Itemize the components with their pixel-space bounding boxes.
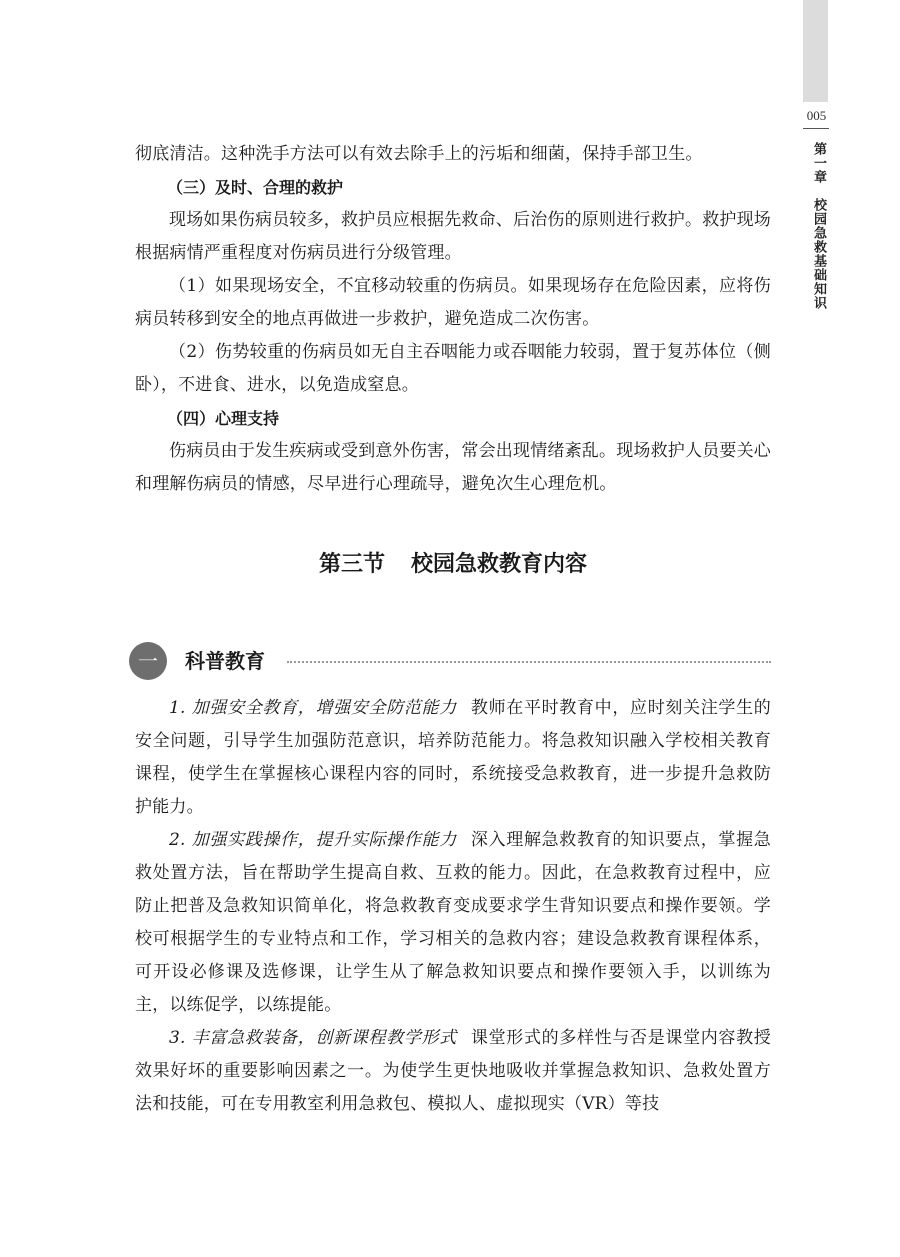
side-tab [803,0,828,102]
side-divider [803,128,829,129]
subsection-title: 科普教育 [185,649,265,673]
list-item [135,824,771,1022]
item-text: 课堂形式的多样性与否是课堂内容教授效果好坏的重要影响因素之一。为使学生更快地吸收并掌握急救知识、急救处置方法和技能，可在专用教室利用急救包、模拟人、虚拟现实（VR）等技 [135,1028,771,1114]
list-item [135,692,771,824]
dotted-rule [287,661,771,663]
paragraph: 彻底清洁。这种洗手方法可以有效去除手上的污垢和细菌，保持手部卫生。 [135,144,703,164]
section-name: 校园急救教育内容 [411,552,588,577]
paragraph: 现场如果伤病员较多，救护员应根据先救命、后治伤的原则进行救护。救护现场根据病情严重程度对伤病员进行分级管理。 [135,210,771,263]
subheading: （四）心理支持 [167,409,280,428]
chapter-label: 第一章 校园急救基础知识 [811,142,826,310]
subsection-number-badge: 一 [129,642,167,680]
page-body [135,138,771,1121]
item-text: 深入理解急救教育的知识要点，掌握急救处置方法，旨在帮助学生提高自救、互救的能力。因此，在急救教育过程中，应防止把普及急救知识简单化，将急救教育变成要求学生背知识要点和操作要领。学校可根据学生的专业特点和工作，学习相关的急救内容；建设急救教育课程体系，可开设必修课及选修课，让学生从了解急救知识要点和操作要领入手，以训练为主，以练促学，以练提能。 [135,830,771,1015]
page-number: 005 [806,108,827,123]
section-title [135,545,771,585]
section-number: 第三节 [318,552,385,577]
item-lead: 1. 加强安全教育，增强安全防范能力 [169,698,457,718]
paragraph: 伤病员由于发生疾病或受到意外伤害，常会出现情绪紊乱。现场救护人员要关心和理解伤病员的情感，尽早进行心理疏导，避免次生心理危机。 [135,441,771,494]
subsection-header [135,642,771,682]
item-text: 教师在平时教育中，应时刻关注学生的安全问题，引导学生加强防范意识，培养防范能力。将急救知识融入学校相关教育课程，使学生在掌握核心课程内容的同时，系统接受急救教育，进一步提升急救防护能力。 [135,698,771,817]
list-item [135,1022,771,1121]
paragraph: （2）伤势较重的伤病员如无自主吞咽能力或吞咽能力较弱，置于复苏体位（侧卧），不进食、进水，以免造成窒息。 [135,342,771,395]
item-lead: 3. 丰富急救装备，创新课程教学形式 [169,1028,457,1048]
subheading: （三）及时、合理的救护 [167,178,344,197]
paragraph: （1）如果现场安全，不宜移动较重的伤病员。如果现场存在危险因素，应将伤病员转移到安全的地点再做进一步救护，避免造成二次伤害。 [135,276,771,329]
item-lead: 2. 加强实践操作，提升实际操作能力 [169,830,457,850]
